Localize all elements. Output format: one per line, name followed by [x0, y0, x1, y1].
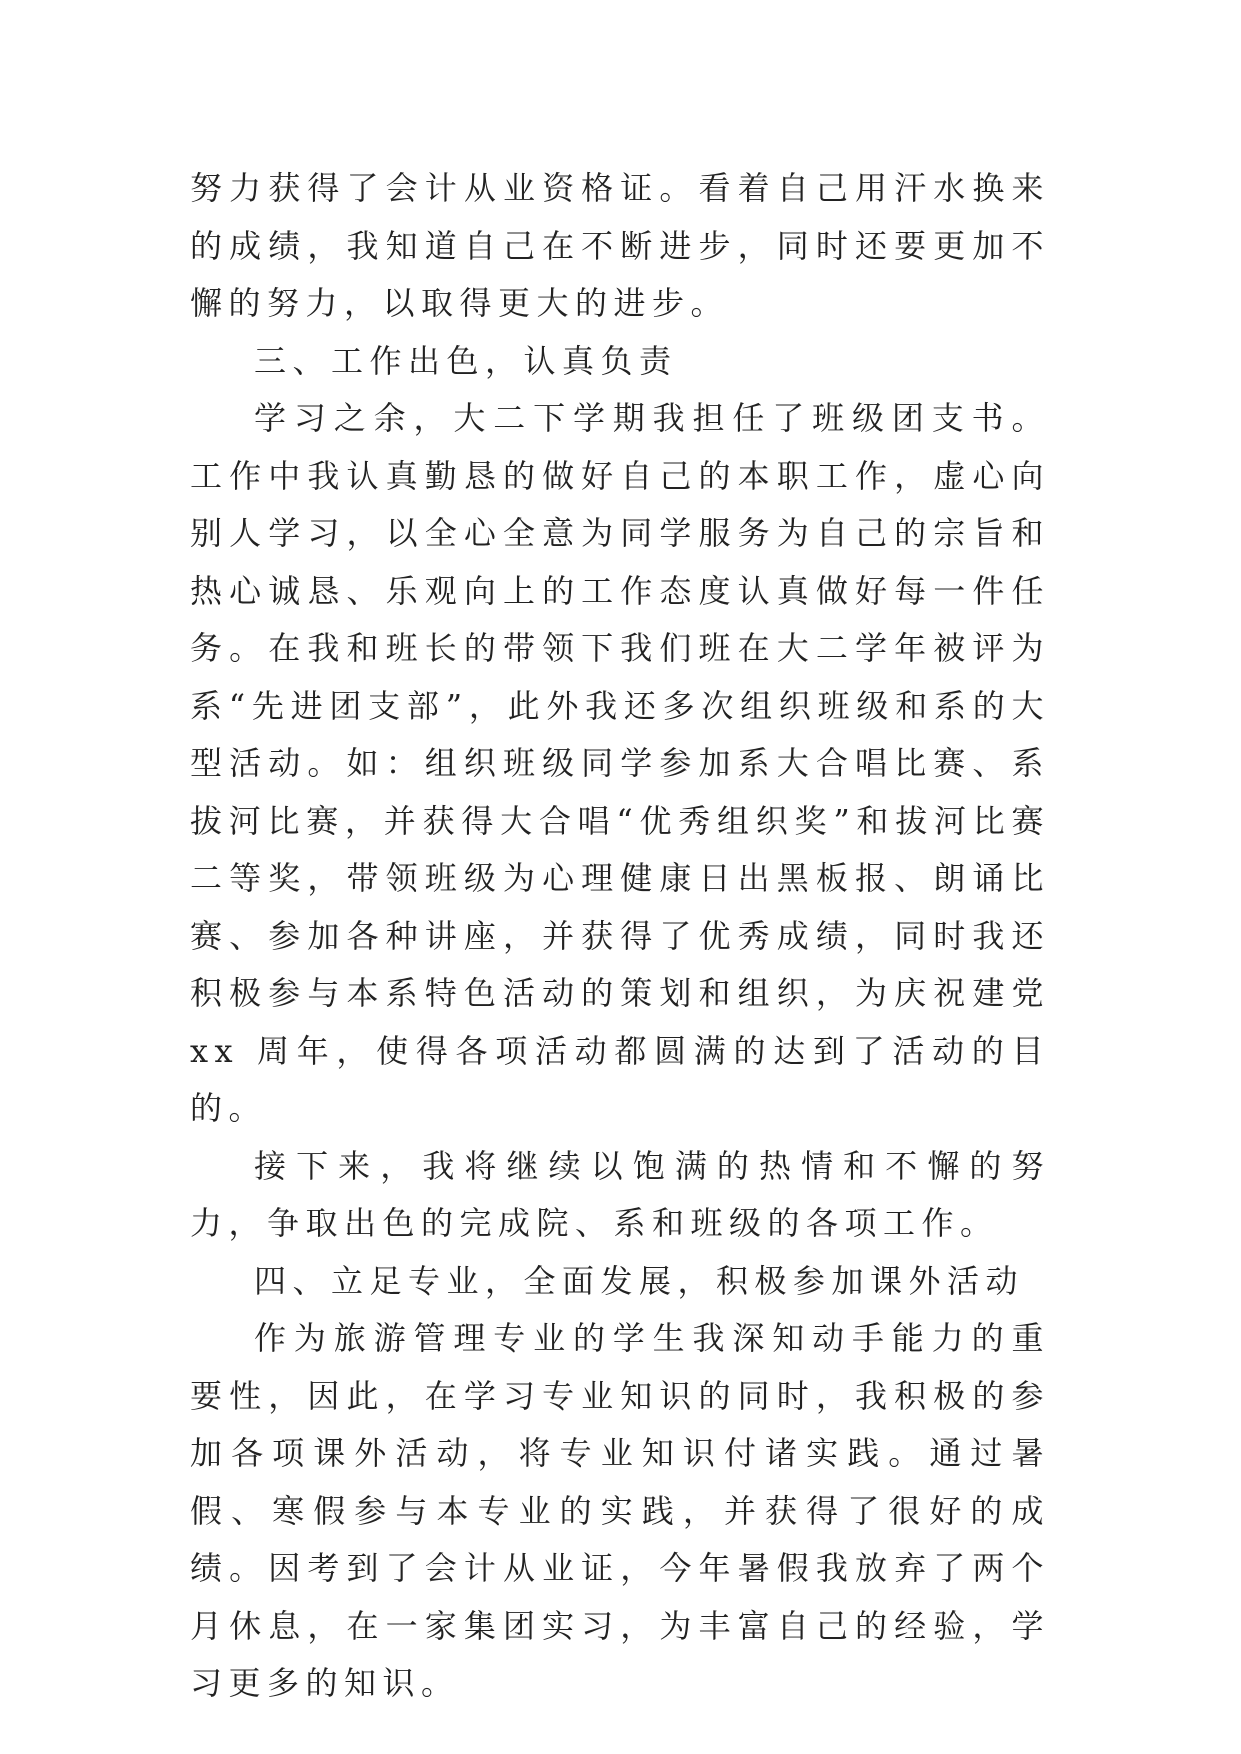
section-heading-4: 四、立足专业，全面发展，积极参加课外活动 — [254, 1261, 1025, 1300]
paragraph-next-steps: 接下来，我将继续以饱满的热情和不懈的努力，争取出色的完成院、系和班级的各项工作。 — [190, 1146, 1050, 1242]
paragraph-practice: 作为旅游管理专业的学生我深知动手能力的重要性，因此，在学习专业知识的同时，我积极的参加各项课外活动，将专业知识付诸实践。通过暑假、寒假参与本专业的实践，并获得了很好的成绩。因考到了会计从业证，今年暑假我放弃了两个月休息，在一家集团实习，为丰富自己的经验，学习更多的知识。 — [190, 1319, 1050, 1702]
paragraph-continuation: 努力获得了会计从业资格证。看着自己用汗水换来的成绩，我知道自己在不断进步，同时还要更加不懈的努力，以取得更大的进步。 — [190, 169, 1050, 322]
paragraph-work: 学习之余，大二下学期我担任了班级团支书。工作中我认真勤恳的做好自己的本职工作，虚心向别人学习，以全心全意为同学服务为自己的宗旨和热心诚恳、乐观向上的工作态度认真做好每一件任务。在我和班长的带领下我们班在大二学年被评为系“先进团支部”，此外我还多次组织班级和系的大型活动。如：组织班级同学参加系大合唱比赛、系拔河比赛，并获得大合唱“优秀组织奖”和拔河比赛二等奖，带领班级为心理健康日出黑板报、朗诵比赛、参加各种讲座，并获得了优秀成绩，同时我还积极参与本系特色活动的策划和组织，为庆祝建党 xx 周年，使得各项活动都圆满的达到了活动的目的。 — [190, 399, 1050, 1127]
document-body — [190, 160, 1050, 1713]
section-heading-3: 三、工作出色，认真负责 — [254, 341, 678, 380]
